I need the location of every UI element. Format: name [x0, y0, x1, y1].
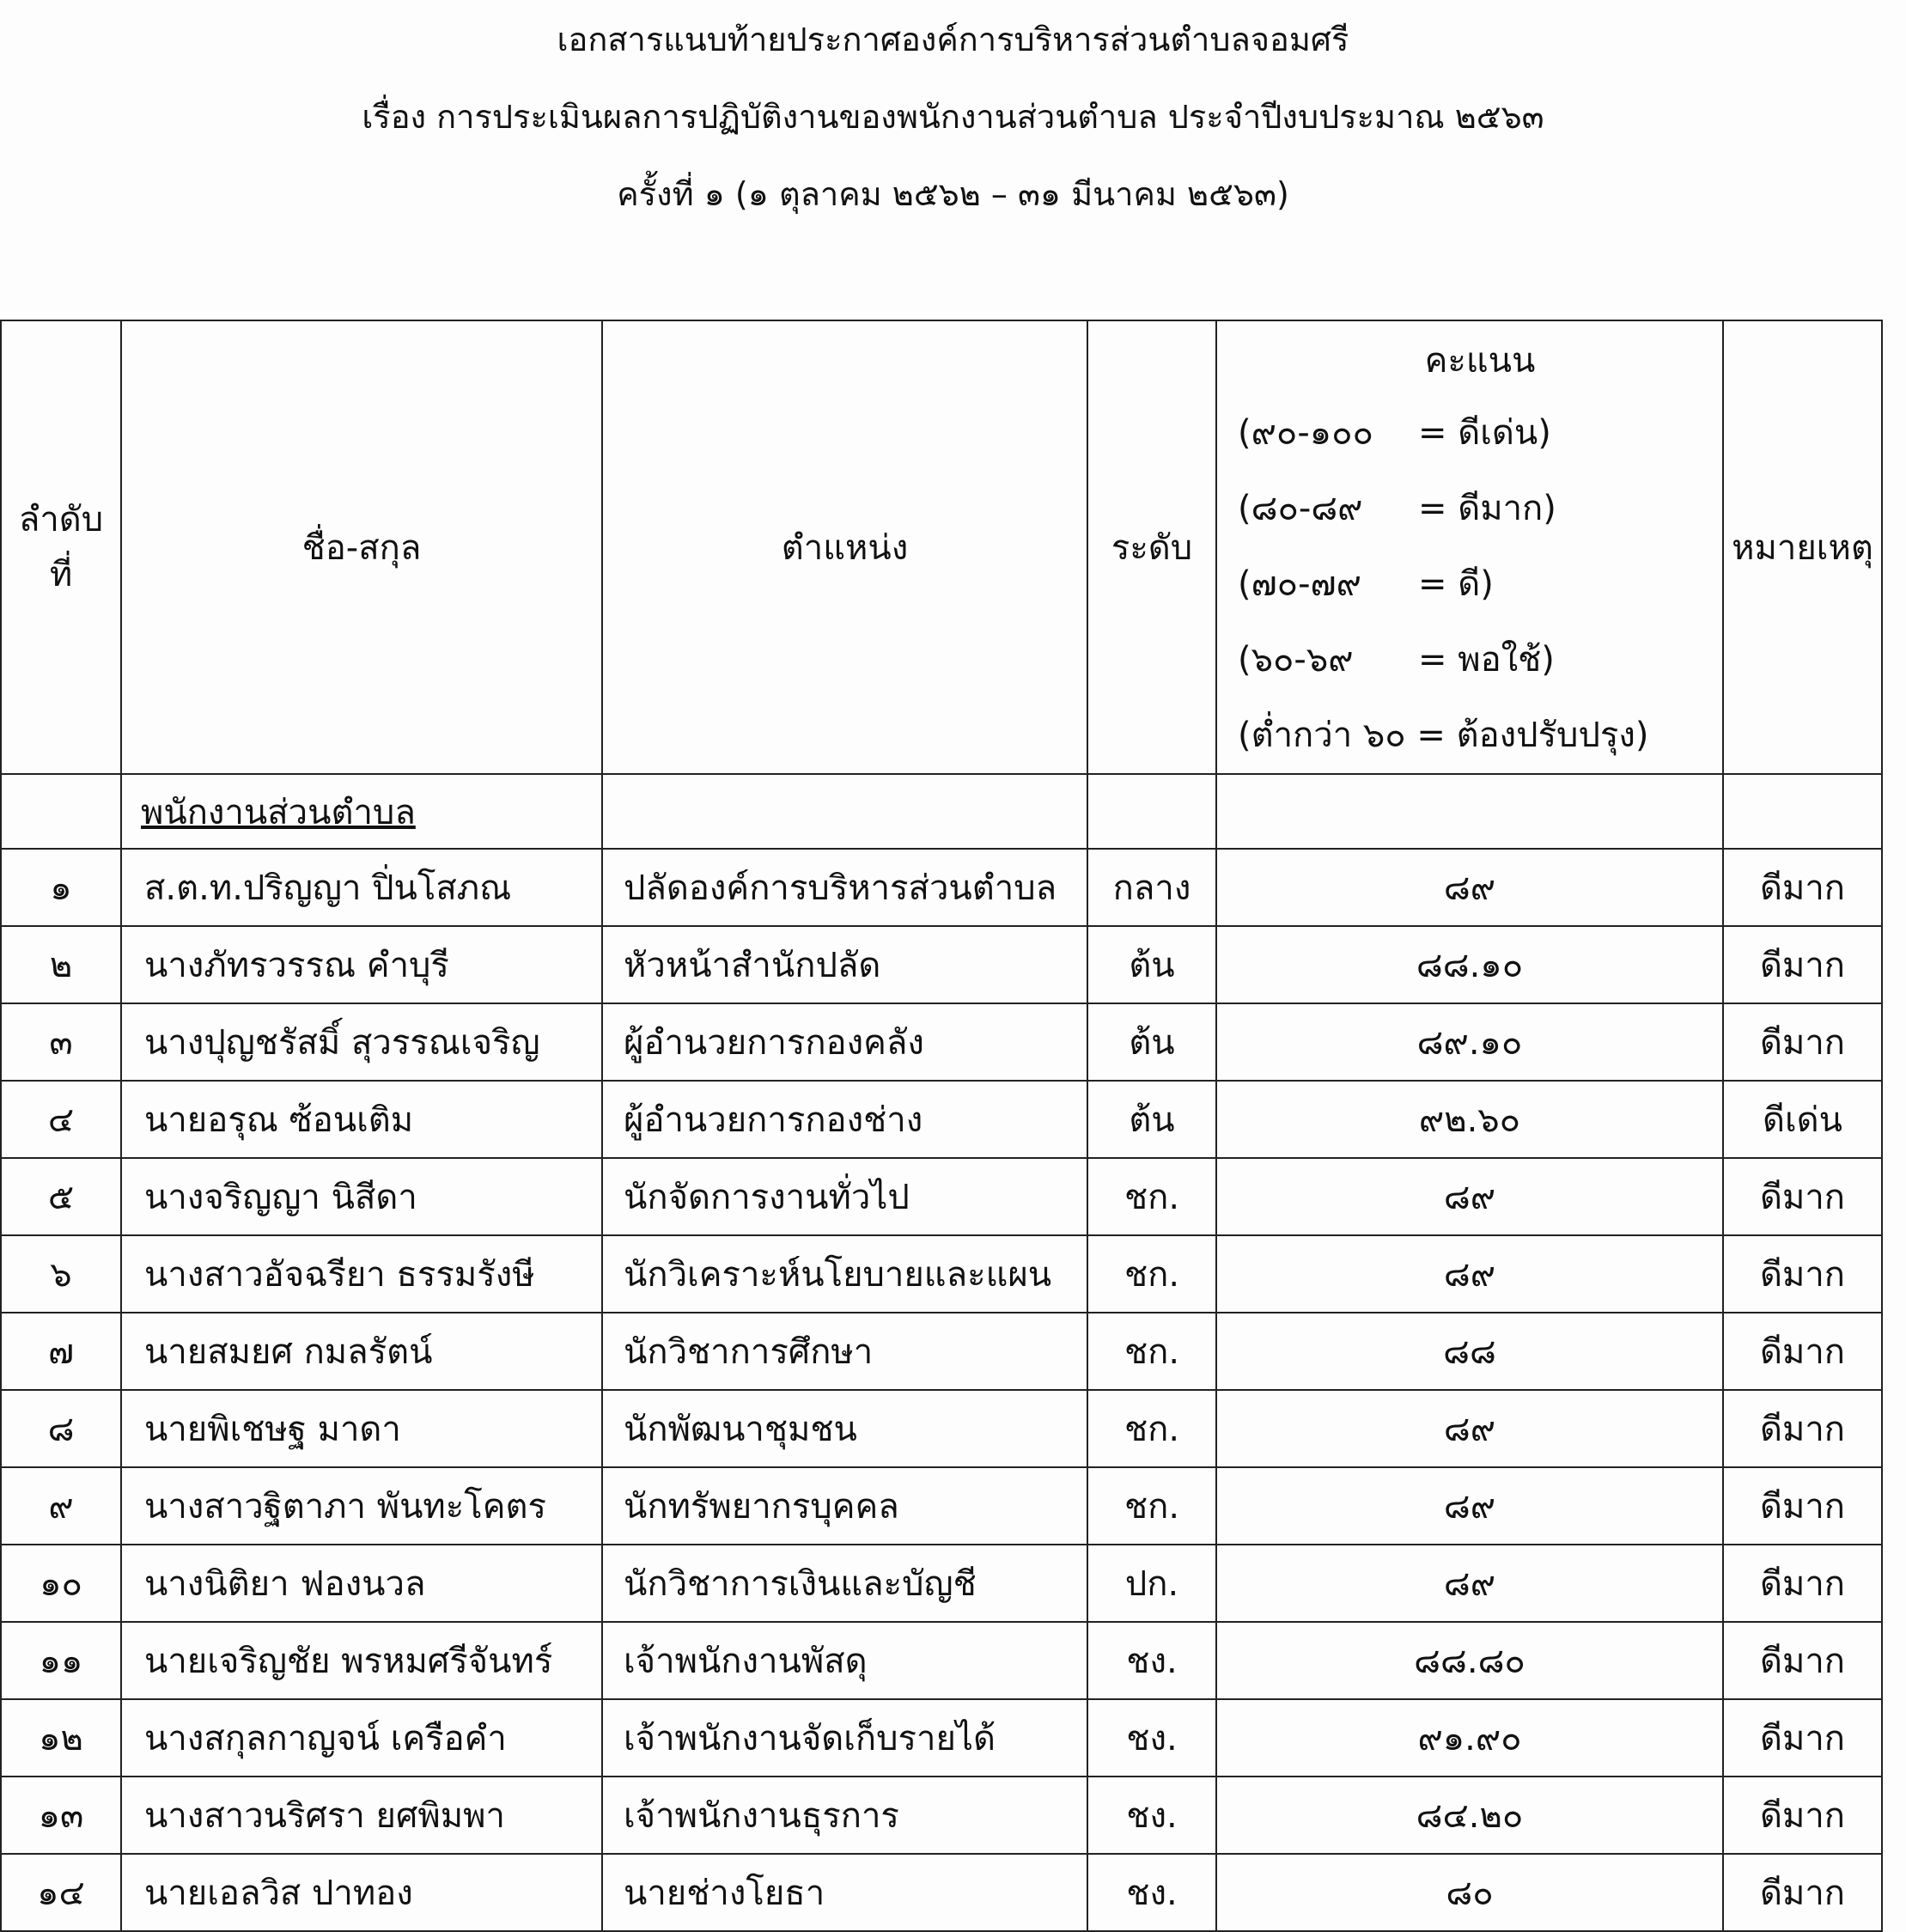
section-cell-empty: [1087, 774, 1216, 849]
cell-order-number: ๑๓: [1, 1777, 121, 1854]
score-range-label: = ดีมาก): [1418, 489, 1556, 528]
cell-order-number: ๑๒: [1, 1699, 121, 1777]
cell-name: นายพิเชษฐ มาดา: [121, 1390, 602, 1467]
cell-level: ชง.: [1087, 1699, 1216, 1777]
table-row: [1, 1081, 1882, 1158]
cell-score: ๘๙: [1216, 1390, 1723, 1467]
cell-order-number: ๓: [1, 1003, 121, 1081]
cell-level: ชก.: [1087, 1313, 1216, 1390]
cell-order-number: ๒: [1, 926, 121, 1003]
cell-score: ๘๙.๑๐: [1216, 1003, 1723, 1081]
cell-order-number: ๔: [1, 1081, 121, 1158]
table-row: [1, 1158, 1882, 1235]
score-range-value: (๙๐-๑๐๐: [1238, 413, 1373, 453]
cell-position: เจ้าพนักงานจัดเก็บรายได้: [602, 1699, 1087, 1777]
score-range-label: = ต้องปรับปรุง): [1416, 716, 1649, 755]
cell-position: เจ้าพนักงานธุรการ: [602, 1777, 1087, 1854]
table-row: [1, 1313, 1882, 1390]
cell-position: ผู้อำนวยการกองคลัง: [602, 1003, 1087, 1081]
score-range-label: = พอใช้): [1418, 640, 1555, 680]
table-row: [1, 1003, 1882, 1081]
section-cell-empty: [1216, 774, 1723, 849]
header-order-line-1: ลำดับ: [18, 500, 104, 539]
cell-position: นักวิชาการเงินและบัญชี: [602, 1545, 1087, 1622]
cell-remark: ดีมาก: [1723, 1854, 1882, 1931]
header-order-line-2: ที่: [49, 555, 73, 594]
header-line-1: เอกสารแนบท้ายประกาศองค์การบริหารส่วนตำบลจอมศรี: [557, 21, 1349, 58]
cell-level: ต้น: [1087, 1081, 1216, 1158]
cell-remark: ดีมาก: [1723, 1545, 1882, 1622]
cell-order-number: ๑๑: [1, 1622, 121, 1699]
cell-remark: ดีมาก: [1723, 1777, 1882, 1854]
cell-remark: ดีเด่น: [1723, 1081, 1882, 1158]
cell-remark: ดีมาก: [1723, 1699, 1882, 1777]
cell-level: ชก.: [1087, 1390, 1216, 1467]
table-header-row: [1, 320, 1882, 774]
cell-level: กลาง: [1087, 849, 1216, 926]
cell-score: ๘๘.๘๐: [1216, 1622, 1723, 1699]
cell-score: ๙๒.๖๐: [1216, 1081, 1723, 1158]
score-range-label: = ดี): [1418, 564, 1494, 604]
cell-level: ชง.: [1087, 1777, 1216, 1854]
cell-order-number: ๖: [1, 1235, 121, 1313]
section-cell-empty: [1723, 774, 1882, 849]
cell-level: ต้น: [1087, 926, 1216, 1003]
table-row: [1, 1854, 1882, 1931]
score-range-line: [1238, 622, 1722, 698]
section-row: [1, 774, 1882, 849]
score-range-value: (ต่ำกว่า ๖๐: [1238, 716, 1406, 755]
cell-position: เจ้าพนักงานพัสดุ: [602, 1622, 1087, 1699]
cell-order-number: ๕: [1, 1158, 121, 1235]
table-row: [1, 926, 1882, 1003]
score-range-value: (๖๐-๖๙: [1238, 640, 1354, 680]
cell-name: นางสาวนริศรา ยศพิมพา: [121, 1777, 602, 1854]
cell-position: ผู้อำนวยการกองช่าง: [602, 1081, 1087, 1158]
header-order-number: [1, 320, 121, 774]
cell-remark: ดีมาก: [1723, 1622, 1882, 1699]
header-score-title: คะแนน: [1424, 341, 1536, 381]
table-row: [1, 1467, 1882, 1545]
score-range-value: (๗๐-๗๙: [1238, 564, 1361, 604]
cell-level: ชก.: [1087, 1235, 1216, 1313]
cell-remark: ดีมาก: [1723, 1003, 1882, 1081]
table-row: [1, 1622, 1882, 1699]
cell-position: นายช่างโยธา: [602, 1854, 1087, 1931]
cell-remark: ดีมาก: [1723, 1158, 1882, 1235]
score-range-line: [1238, 471, 1722, 546]
document-header: [0, 15, 1906, 247]
cell-score: ๘๘.๑๐: [1216, 926, 1723, 1003]
cell-position: นักจัดการงานทั่วไป: [602, 1158, 1087, 1235]
table-row: [1, 1545, 1882, 1622]
cell-position: ปลัดองค์การบริหารส่วนตำบล: [602, 849, 1087, 926]
cell-score: ๘๙: [1216, 1545, 1723, 1622]
cell-remark: ดีมาก: [1723, 1467, 1882, 1545]
cell-position: นักพัฒนาชุมชน: [602, 1390, 1087, 1467]
cell-name: ส.ต.ท.ปริญญา ปิ่นโสภณ: [121, 849, 602, 926]
cell-name: นางจริญญา นิสีดา: [121, 1158, 602, 1235]
cell-level: ชง.: [1087, 1854, 1216, 1931]
header-position: ตำแหน่ง: [602, 320, 1087, 774]
cell-level: ปก.: [1087, 1545, 1216, 1622]
cell-remark: ดีมาก: [1723, 926, 1882, 1003]
header-remark: หมายเหตุ: [1723, 320, 1882, 774]
cell-order-number: ๑๐: [1, 1545, 121, 1622]
score-range-line: [1238, 546, 1722, 622]
section-cell-empty: [1, 774, 121, 849]
header-score: [1216, 320, 1723, 774]
cell-name: นางสกุลกาญจน์ เครือคำ: [121, 1699, 602, 1777]
cell-level: ชง.: [1087, 1622, 1216, 1699]
cell-name: นายสมยศ กมลรัตน์: [121, 1313, 602, 1390]
cell-score: ๘๙: [1216, 1158, 1723, 1235]
cell-name: นางสาวอัจฉรียา ธรรมรังษี: [121, 1235, 602, 1313]
cell-name: นางสาวฐิตาภา พันทะโคตร: [121, 1467, 602, 1545]
table-row: [1, 1235, 1882, 1313]
table-row: [1, 1777, 1882, 1854]
cell-position: นักทรัพยากรบุคคล: [602, 1467, 1087, 1545]
cell-remark: ดีมาก: [1723, 1235, 1882, 1313]
cell-level: ชก.: [1087, 1467, 1216, 1545]
score-range-line: [1238, 698, 1722, 773]
cell-order-number: ๘: [1, 1390, 121, 1467]
section-cell-empty: [602, 774, 1087, 849]
header-name: ชื่อ-สกุล: [121, 320, 602, 774]
table-row: [1, 849, 1882, 926]
cell-name: นายเอลวิส ปาทอง: [121, 1854, 602, 1931]
cell-score: ๙๑.๙๐: [1216, 1699, 1723, 1777]
cell-order-number: ๗: [1, 1313, 121, 1390]
cell-level: ชก.: [1087, 1158, 1216, 1235]
table-row: [1, 1699, 1882, 1777]
cell-order-number: ๑๔: [1, 1854, 121, 1931]
cell-score: ๘๙: [1216, 849, 1723, 926]
cell-score: ๘๙: [1216, 1467, 1723, 1545]
cell-name: นางปุญชรัสมิ์ สุวรรณเจริญ: [121, 1003, 602, 1081]
header-line-2: เรื่อง การประเมินผลการปฏิบัติงานของพนักงานส่วนตำบล ประจำปีงบประมาณ ๒๕๖๓: [362, 98, 1544, 136]
cell-order-number: ๑: [1, 849, 121, 926]
cell-score: ๘๔.๒๐: [1216, 1777, 1723, 1854]
table-body: [1, 774, 1882, 1931]
cell-remark: ดีมาก: [1723, 1390, 1882, 1467]
cell-position: นักวิเคราะห์นโยบายและแผน: [602, 1235, 1087, 1313]
evaluation-table: [0, 320, 1883, 1932]
cell-position: หัวหน้าสำนักปลัด: [602, 926, 1087, 1003]
table-row: [1, 1390, 1882, 1467]
header-level: ระดับ: [1087, 320, 1216, 774]
cell-order-number: ๙: [1, 1467, 121, 1545]
cell-name: นายอรุณ ซ้อนเติม: [121, 1081, 602, 1158]
score-range-value: (๘๐-๘๙: [1238, 489, 1363, 528]
cell-name: นางภัทรวรรณ คำบุรี: [121, 926, 602, 1003]
cell-score: ๘๐: [1216, 1854, 1723, 1931]
score-range-label: = ดีเด่น): [1418, 413, 1551, 453]
cell-remark: ดีมาก: [1723, 1313, 1882, 1390]
cell-level: ต้น: [1087, 1003, 1216, 1081]
cell-position: นักวิชาการศึกษา: [602, 1313, 1087, 1390]
score-range-line: [1238, 395, 1722, 471]
header-line-3: ครั้งที่ ๑ (๑ ตุลาคม ๒๕๖๒ – ๓๑ มีนาคม ๒๕๖๓): [617, 175, 1289, 213]
cell-score: ๘๘: [1216, 1313, 1723, 1390]
cell-name: นางนิติยา ฟองนวล: [121, 1545, 602, 1622]
cell-remark: ดีมาก: [1723, 849, 1882, 926]
cell-name: นายเจริญชัย พรหมศรีจันทร์: [121, 1622, 602, 1699]
section-title: พนักงานส่วนตำบล: [121, 774, 602, 849]
cell-score: ๘๙: [1216, 1235, 1723, 1313]
